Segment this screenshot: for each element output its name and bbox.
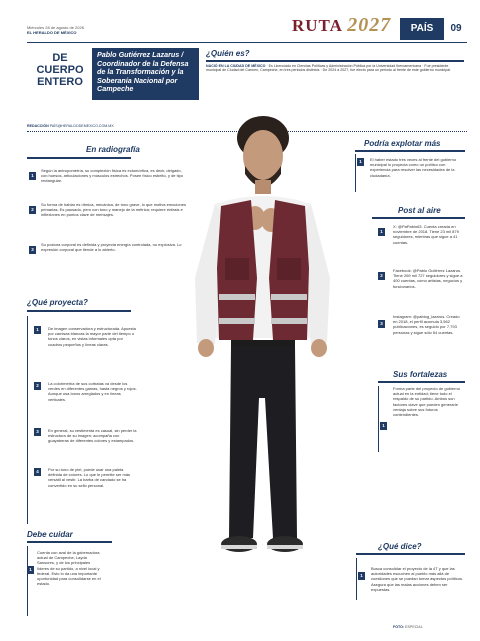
byline-email: PAÍS@HERALDODEMEXICO.COM.MX xyxy=(49,124,114,128)
post-al-aire-heading: Post al aire xyxy=(398,206,441,215)
post-al-aire-badge-2: 2 xyxy=(378,272,385,280)
quien-es-heading: ¿Quién es? xyxy=(206,49,250,58)
section-tag: PAÍS xyxy=(400,18,444,40)
fortalezas-heading: Sus fortalezas xyxy=(393,370,448,379)
kicker-de-cuerpo-entero: DE CUERPO ENTERO xyxy=(36,52,84,88)
debe-cuidar-heading: Debe cuidar xyxy=(27,530,73,539)
fortalezas-side-rule xyxy=(378,386,379,452)
radiografia-badge-1: 1 xyxy=(29,172,36,180)
post-al-aire-badge-3: 3 xyxy=(378,320,385,328)
que-dice-badge-1: 1 xyxy=(358,572,365,580)
fortalezas-item-1: Forma parte del proyecto de gobierno actual en la entidad; tiene todo el respaldo de su partido. Ambos son factores clave que pueden generarle ventaja sobre sus futuros contendientes. xyxy=(393,386,460,418)
ruta-logo-text: RUTA xyxy=(292,16,342,35)
proyecta-badge-4: 4 xyxy=(34,468,41,476)
byline xyxy=(27,124,114,128)
explotar-heading: Podría explotar más xyxy=(364,139,441,148)
proyecta-item-4: Por su tono de piel, puede usar una paleta definida de colores. Lo que le permite ser más versátil al vestir. La barba de candado se ha convertido en su sello personal. xyxy=(48,467,131,488)
debe-cuidar-badge-1: 1 xyxy=(27,566,34,574)
debe-cuidar-item-1: Cuenta con aval de la gobernadora actual de Campeche, Layda Sansores, y de los principales líderes de su partido, a nivel local y federal. Esto lo da una importante oportunidad para consolidarse en el estado. xyxy=(37,550,101,587)
radiografia-item-1: Según la antropometría, su complexión física es ectomórfica, es decir, delgado, con huesos, articulaciones y músculos estrechos. Posee físico esbelto, y de tipo rectangular. xyxy=(41,168,184,184)
explotar-underline xyxy=(355,150,465,152)
radiografia-badge-2: 2 xyxy=(29,206,36,214)
post-al-aire-badge-1: 1 xyxy=(378,228,385,236)
proyecta-badge-2: 2 xyxy=(34,382,41,390)
proyecta-side-rule xyxy=(27,316,28,524)
explotar-side-rule xyxy=(355,154,356,192)
proyecta-item-1: De imagen conservadora y estructurada. Apuesta por camisas blancas la mayor parte del tiempo o tonos claros, en vistas informales opta por cuadros pequeños y líneas claras. xyxy=(48,326,136,347)
radiografia-item-2: Su forma de hablar es rítmica, mecánica, de tono grave, lo que motiva emociones primarias. Es pausado, pero con tono y manejo de la métrica; requiere énfasis e inflexiones en puntos clave de mensajes. xyxy=(41,202,186,218)
que-dice-side-rule xyxy=(356,558,357,600)
photo-credit-label: FOTO: xyxy=(393,625,405,629)
radiografia-underline xyxy=(27,157,131,159)
proyecta-underline xyxy=(27,310,131,312)
header-rule xyxy=(27,42,467,43)
proyecta-badge-1: 1 xyxy=(34,326,41,334)
byline-label: REDACCIÓN xyxy=(27,124,49,128)
photo-credit xyxy=(393,625,423,629)
proyecta-item-3: En general, su vestimenta es casual, sin perder la estructura de su imagen; acompaña con guayaberas de diferentes colores y estampados. xyxy=(48,428,137,444)
que-dice-heading: ¿Qué dice? xyxy=(378,542,422,551)
header-date: Miércoles 28 de agosto de 2026 xyxy=(27,25,84,30)
que-dice-item-1: Busca consolidar el proyecto de la 4T y que las autoridades escuchen al pueblo más allá de cuestiones que se puedan tomar aspectos políticos. Asegura que las malas acciones deben ser expuestas. xyxy=(371,566,464,592)
post-al-aire-item-1: X: @PaPablo63. Cuenta creada en noviembre de 2018. Tiene 23 mil 879 seguidores, mientras que sigue a 41 cuentas. xyxy=(393,224,459,245)
header-publication: EL HERALDO DE MÉXICO xyxy=(27,30,77,35)
debe-cuidar-side-rule xyxy=(27,546,28,616)
debe-cuidar-underline xyxy=(27,541,112,543)
radiografia-badge-3: 3 xyxy=(29,246,36,254)
fortalezas-badge-1: 1 xyxy=(380,422,387,430)
explotar-item-1: El haber estado tres veces al frente del gobierno municipal lo proyecta como un político con experiencia para resolver las necesidades de la ciudadanía. xyxy=(370,157,457,178)
post-al-aire-underline xyxy=(372,217,465,219)
proyecta-heading: ¿Qué proyecta? xyxy=(27,298,88,307)
headline-box: Pablo Gutiérrez Lazarus / Coordinador de la Defensa de la Transformación y la Soberanía Nacional por Campeche xyxy=(92,48,199,100)
quien-es-lead: NACIÓ EN LA CIUDAD DE MÉXICO xyxy=(206,64,266,68)
proyecta-badge-3: 3 xyxy=(34,428,41,436)
quien-es-text: · Es Licenciado en Ciencias Políticas y Administración Pública por la Universidad Iberoamericana · Fue presidente municipal de Ciudad del Carmen, Campeche, en tres periodos distintos · De 2024 a 2027, fue electo para un periodo al frente de este gobierno municipal. xyxy=(206,64,451,73)
post-al-aire-item-2: Facebook: @Pablo Gutiérrez Lazarus. Tiene 269 mil 727 seguidores y sigue a 400 cuentas, como artistas, negocios y funcionarios. xyxy=(393,268,463,289)
post-al-aire-item-3: Instagram: @pablog_lazarus. Creado en 2018, el perfil acumula 3,562 publicaciones, es seguido por 7,793 personas y sigue sólo 54 cuentas. xyxy=(393,314,460,335)
explotar-badge-1: 1 xyxy=(357,158,364,166)
photo-credit-value: ESPECIAL xyxy=(405,625,423,629)
ruta-logo xyxy=(292,14,391,37)
fortalezas-underline xyxy=(378,381,465,383)
ruta-logo-number: 2027 xyxy=(347,14,392,36)
proyecta-item-2: La colorimetría de sus corbatas va desde los verdes en diferentes gamas, hasta negros y rojos. Aunque usa tonos arreglados y en líneas verticales. xyxy=(48,381,137,402)
radiografia-item-3: Su postura corporal es definida y proyecta energía controlada, no explosiva. Lo expresión corporal que tiende a lo abierto. xyxy=(41,242,182,253)
radiografia-heading: En radiografía xyxy=(86,145,140,154)
que-dice-underline xyxy=(356,553,465,555)
quien-es-underline xyxy=(206,60,464,62)
politician-photo xyxy=(175,108,345,628)
page-number: 09 xyxy=(450,23,462,34)
quien-es-body xyxy=(206,64,464,73)
header-dateline xyxy=(27,25,84,35)
